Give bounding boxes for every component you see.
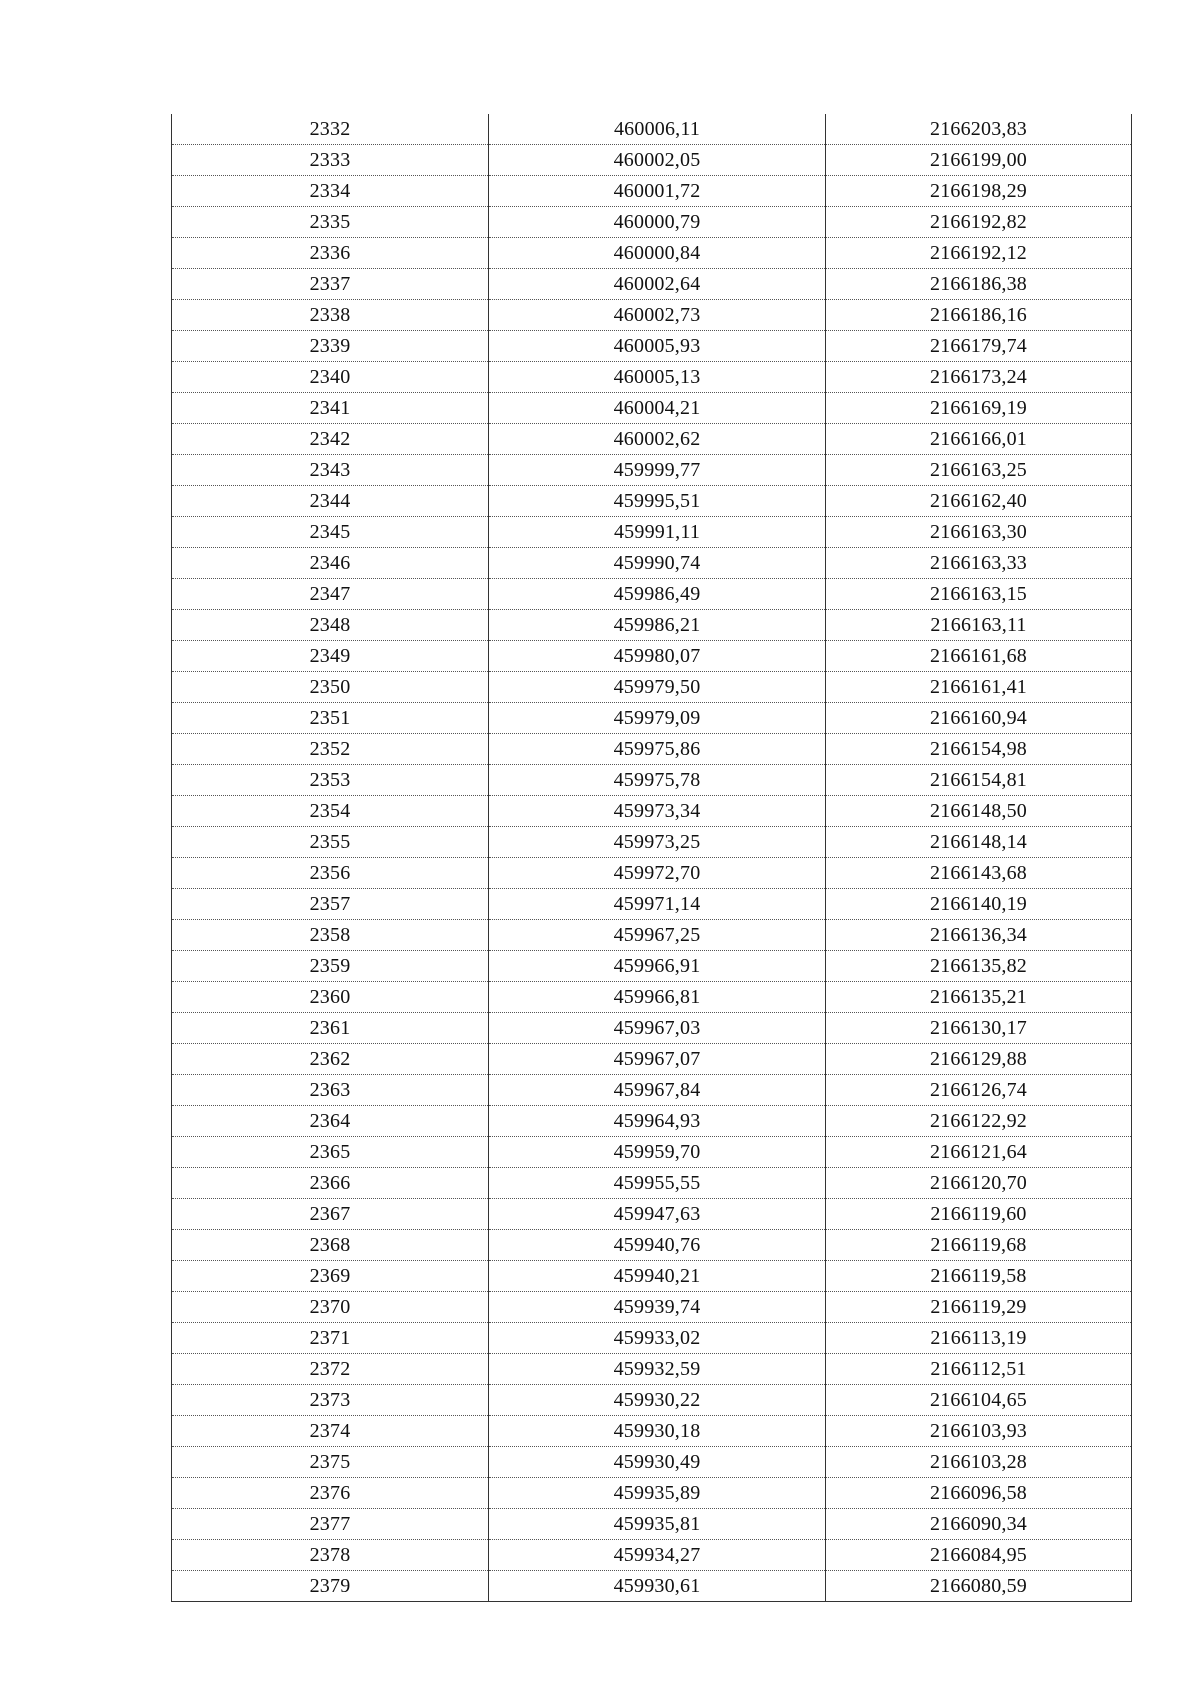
x-coordinate-cell: 459979,09 (489, 703, 826, 734)
x-coordinate-cell: 459972,70 (489, 858, 826, 889)
point-number-cell: 2378 (172, 1540, 489, 1571)
point-number-cell: 2372 (172, 1354, 489, 1385)
y-coordinate-cell: 2166192,82 (826, 207, 1132, 238)
y-coordinate-cell: 2166192,12 (826, 238, 1132, 269)
table-row (172, 1013, 1132, 1044)
y-coordinate-cell: 2166140,19 (826, 889, 1132, 920)
table-row (172, 486, 1132, 517)
table-row (172, 1323, 1132, 1354)
point-number-cell: 2368 (172, 1230, 489, 1261)
y-coordinate-cell: 2166169,19 (826, 393, 1132, 424)
x-coordinate-cell: 459959,70 (489, 1137, 826, 1168)
y-coordinate-cell: 2166130,17 (826, 1013, 1132, 1044)
y-coordinate-cell: 2166119,68 (826, 1230, 1132, 1261)
point-number-cell: 2343 (172, 455, 489, 486)
x-coordinate-cell: 459930,61 (489, 1571, 826, 1602)
point-number-cell: 2354 (172, 796, 489, 827)
y-coordinate-cell: 2166135,82 (826, 951, 1132, 982)
x-coordinate-cell: 460002,64 (489, 269, 826, 300)
y-coordinate-cell: 2166163,15 (826, 579, 1132, 610)
point-number-cell: 2366 (172, 1168, 489, 1199)
table-row (172, 796, 1132, 827)
x-coordinate-cell: 459973,25 (489, 827, 826, 858)
y-coordinate-cell: 2166119,60 (826, 1199, 1132, 1230)
y-coordinate-cell: 2166103,28 (826, 1447, 1132, 1478)
x-coordinate-cell: 459930,22 (489, 1385, 826, 1416)
point-number-cell: 2358 (172, 920, 489, 951)
point-number-cell: 2361 (172, 1013, 489, 1044)
point-number-cell: 2365 (172, 1137, 489, 1168)
table-row (172, 889, 1132, 920)
table-row (172, 176, 1132, 207)
y-coordinate-cell: 2166203,83 (826, 114, 1132, 145)
y-coordinate-cell: 2166084,95 (826, 1540, 1132, 1571)
x-coordinate-cell: 459986,21 (489, 610, 826, 641)
table-row (172, 703, 1132, 734)
table-row (172, 1571, 1132, 1602)
point-number-cell: 2362 (172, 1044, 489, 1075)
x-coordinate-cell: 459934,27 (489, 1540, 826, 1571)
x-coordinate-cell: 459971,14 (489, 889, 826, 920)
table-row (172, 1416, 1132, 1447)
x-coordinate-cell: 459933,02 (489, 1323, 826, 1354)
y-coordinate-cell: 2166163,25 (826, 455, 1132, 486)
x-coordinate-cell: 460002,73 (489, 300, 826, 331)
table-row (172, 1447, 1132, 1478)
x-coordinate-cell: 459940,21 (489, 1261, 826, 1292)
table-row (172, 393, 1132, 424)
table-row (172, 672, 1132, 703)
y-coordinate-cell: 2166163,11 (826, 610, 1132, 641)
y-coordinate-cell: 2166154,81 (826, 765, 1132, 796)
y-coordinate-cell: 2166112,51 (826, 1354, 1132, 1385)
table-row (172, 827, 1132, 858)
x-coordinate-cell: 459966,81 (489, 982, 826, 1013)
x-coordinate-cell: 459964,93 (489, 1106, 826, 1137)
point-number-cell: 2379 (172, 1571, 489, 1602)
point-number-cell: 2359 (172, 951, 489, 982)
y-coordinate-cell: 2166103,93 (826, 1416, 1132, 1447)
point-number-cell: 2373 (172, 1385, 489, 1416)
table-row (172, 1230, 1132, 1261)
point-number-cell: 2349 (172, 641, 489, 672)
y-coordinate-cell: 2166198,29 (826, 176, 1132, 207)
x-coordinate-cell: 460004,21 (489, 393, 826, 424)
x-coordinate-cell: 459947,63 (489, 1199, 826, 1230)
x-coordinate-cell: 459955,55 (489, 1168, 826, 1199)
y-coordinate-cell: 2166160,94 (826, 703, 1132, 734)
table-row (172, 1106, 1132, 1137)
y-coordinate-cell: 2166136,34 (826, 920, 1132, 951)
x-coordinate-cell: 459975,86 (489, 734, 826, 765)
point-number-cell: 2332 (172, 114, 489, 145)
x-coordinate-cell: 460001,72 (489, 176, 826, 207)
point-number-cell: 2341 (172, 393, 489, 424)
table-row (172, 269, 1132, 300)
x-coordinate-cell: 459930,49 (489, 1447, 826, 1478)
y-coordinate-cell: 2166163,30 (826, 517, 1132, 548)
x-coordinate-cell: 459935,81 (489, 1509, 826, 1540)
point-number-cell: 2346 (172, 548, 489, 579)
table-row (172, 300, 1132, 331)
y-coordinate-cell: 2166179,74 (826, 331, 1132, 362)
point-number-cell: 2367 (172, 1199, 489, 1230)
x-coordinate-cell: 459932,59 (489, 1354, 826, 1385)
table-row (172, 920, 1132, 951)
x-coordinate-cell: 459930,18 (489, 1416, 826, 1447)
y-coordinate-cell: 2166119,29 (826, 1292, 1132, 1323)
point-number-cell: 2339 (172, 331, 489, 362)
point-number-cell: 2370 (172, 1292, 489, 1323)
point-number-cell: 2340 (172, 362, 489, 393)
y-coordinate-cell: 2166126,74 (826, 1075, 1132, 1106)
table-row (172, 1075, 1132, 1106)
table-row (172, 1137, 1132, 1168)
table-row (172, 424, 1132, 455)
x-coordinate-cell: 459940,76 (489, 1230, 826, 1261)
y-coordinate-cell: 2166122,92 (826, 1106, 1132, 1137)
y-coordinate-cell: 2166148,14 (826, 827, 1132, 858)
point-number-cell: 2344 (172, 486, 489, 517)
table-row (172, 331, 1132, 362)
table-row (172, 1354, 1132, 1385)
table-row (172, 765, 1132, 796)
table-row (172, 610, 1132, 641)
point-number-cell: 2376 (172, 1478, 489, 1509)
y-coordinate-cell: 2166161,68 (826, 641, 1132, 672)
table-row (172, 145, 1132, 176)
y-coordinate-cell: 2166186,38 (826, 269, 1132, 300)
point-number-cell: 2357 (172, 889, 489, 920)
table-row (172, 1540, 1132, 1571)
point-number-cell: 2374 (172, 1416, 489, 1447)
table-row (172, 1044, 1132, 1075)
x-coordinate-cell: 459967,03 (489, 1013, 826, 1044)
y-coordinate-cell: 2166154,98 (826, 734, 1132, 765)
table-row (172, 517, 1132, 548)
point-number-cell: 2338 (172, 300, 489, 331)
point-number-cell: 2355 (172, 827, 489, 858)
x-coordinate-cell: 459999,77 (489, 455, 826, 486)
y-coordinate-cell: 2166104,65 (826, 1385, 1132, 1416)
y-coordinate-cell: 2166121,64 (826, 1137, 1132, 1168)
point-number-cell: 2347 (172, 579, 489, 610)
table-row (172, 114, 1132, 145)
x-coordinate-cell: 460005,13 (489, 362, 826, 393)
table-row (172, 455, 1132, 486)
x-coordinate-cell: 459967,25 (489, 920, 826, 951)
y-coordinate-cell: 2166173,24 (826, 362, 1132, 393)
x-coordinate-cell: 459967,84 (489, 1075, 826, 1106)
point-number-cell: 2375 (172, 1447, 489, 1478)
x-coordinate-cell: 459973,34 (489, 796, 826, 827)
point-number-cell: 2352 (172, 734, 489, 765)
table-row (172, 362, 1132, 393)
table-row (172, 734, 1132, 765)
x-coordinate-cell: 460000,79 (489, 207, 826, 238)
point-number-cell: 2336 (172, 238, 489, 269)
point-number-cell: 2337 (172, 269, 489, 300)
x-coordinate-cell: 459967,07 (489, 1044, 826, 1075)
x-coordinate-cell: 459991,11 (489, 517, 826, 548)
x-coordinate-cell: 459986,49 (489, 579, 826, 610)
y-coordinate-cell: 2166129,88 (826, 1044, 1132, 1075)
table-row (172, 1509, 1132, 1540)
y-coordinate-cell: 2166148,50 (826, 796, 1132, 827)
y-coordinate-cell: 2166161,41 (826, 672, 1132, 703)
point-number-cell: 2356 (172, 858, 489, 889)
y-coordinate-cell: 2166166,01 (826, 424, 1132, 455)
x-coordinate-cell: 459966,91 (489, 951, 826, 982)
y-coordinate-cell: 2166096,58 (826, 1478, 1132, 1509)
y-coordinate-cell: 2166135,21 (826, 982, 1132, 1013)
x-coordinate-cell: 460000,84 (489, 238, 826, 269)
table-row (172, 1478, 1132, 1509)
point-number-cell: 2364 (172, 1106, 489, 1137)
y-coordinate-cell: 2166120,70 (826, 1168, 1132, 1199)
table-row (172, 1261, 1132, 1292)
point-number-cell: 2377 (172, 1509, 489, 1540)
table-row (172, 1199, 1132, 1230)
table-row (172, 641, 1132, 672)
y-coordinate-cell: 2166186,16 (826, 300, 1132, 331)
point-number-cell: 2360 (172, 982, 489, 1013)
table-row (172, 238, 1132, 269)
point-number-cell: 2350 (172, 672, 489, 703)
y-coordinate-cell: 2166090,34 (826, 1509, 1132, 1540)
table-row (172, 1385, 1132, 1416)
x-coordinate-cell: 460006,11 (489, 114, 826, 145)
x-coordinate-cell: 459995,51 (489, 486, 826, 517)
point-number-cell: 2363 (172, 1075, 489, 1106)
table-row (172, 951, 1132, 982)
x-coordinate-cell: 459975,78 (489, 765, 826, 796)
x-coordinate-cell: 460005,93 (489, 331, 826, 362)
y-coordinate-cell: 2166143,68 (826, 858, 1132, 889)
y-coordinate-cell: 2166163,33 (826, 548, 1132, 579)
table-row (172, 1292, 1132, 1323)
table-row (172, 982, 1132, 1013)
x-coordinate-cell: 459980,07 (489, 641, 826, 672)
coordinates-table (171, 114, 1132, 1602)
coordinates-table-body (172, 114, 1132, 1602)
y-coordinate-cell: 2166162,40 (826, 486, 1132, 517)
point-number-cell: 2345 (172, 517, 489, 548)
y-coordinate-cell: 2166113,19 (826, 1323, 1132, 1354)
point-number-cell: 2351 (172, 703, 489, 734)
x-coordinate-cell: 459939,74 (489, 1292, 826, 1323)
table-row (172, 207, 1132, 238)
y-coordinate-cell: 2166199,00 (826, 145, 1132, 176)
point-number-cell: 2348 (172, 610, 489, 641)
point-number-cell: 2369 (172, 1261, 489, 1292)
x-coordinate-cell: 460002,05 (489, 145, 826, 176)
y-coordinate-cell: 2166080,59 (826, 1571, 1132, 1602)
x-coordinate-cell: 459990,74 (489, 548, 826, 579)
point-number-cell: 2335 (172, 207, 489, 238)
y-coordinate-cell: 2166119,58 (826, 1261, 1132, 1292)
table-row (172, 579, 1132, 610)
x-coordinate-cell: 460002,62 (489, 424, 826, 455)
point-number-cell: 2342 (172, 424, 489, 455)
table-row (172, 548, 1132, 579)
point-number-cell: 2334 (172, 176, 489, 207)
point-number-cell: 2333 (172, 145, 489, 176)
table-row (172, 1168, 1132, 1199)
x-coordinate-cell: 459935,89 (489, 1478, 826, 1509)
table-row (172, 858, 1132, 889)
point-number-cell: 2353 (172, 765, 489, 796)
x-coordinate-cell: 459979,50 (489, 672, 826, 703)
point-number-cell: 2371 (172, 1323, 489, 1354)
